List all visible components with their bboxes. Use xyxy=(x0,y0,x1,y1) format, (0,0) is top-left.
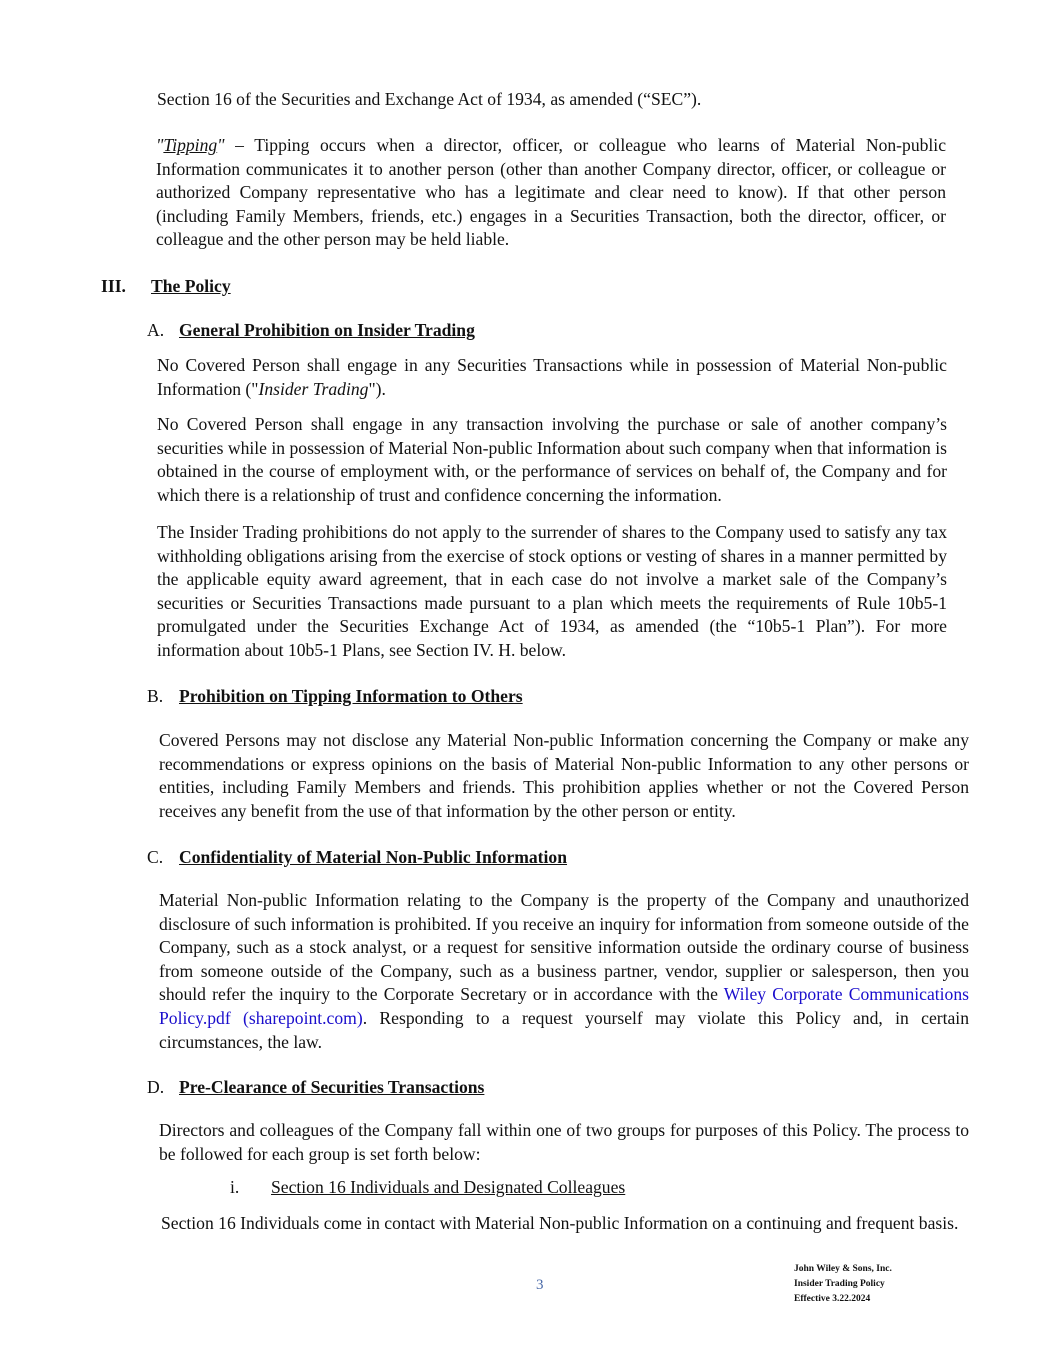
corporate-communications-policy-link[interactable]: Wiley Corporate Communications Policy.pdf (sharepoint.com) xyxy=(159,984,969,1028)
heading-c: Confidentiality of Material Non-Public Information xyxy=(179,847,568,867)
footer-info xyxy=(794,1262,892,1307)
paragraph-a2: No Covered Person shall engage in any transaction involving the purchase or sale of another company’s securities while in possession of Material Non-public Information about such company when that information is obtained in the course of employment with, or the performance of services on behalf of, the Company and for which there is a relationship of trust and confidence concerning the information. xyxy=(157,414,947,505)
paragraph-a3: The Insider Trading prohibitions do not apply to the surrender of shares to the Company used to satisfy any tax withholding obligations arising from the exercise of stock options or vesting of shares in a manner permitted by the applicable equity award agreement, that in each case do not involve a market sale of the Company’s securities or Securities Transactions made pursuant to a plan which meets the requirements of Rule 10b5-1 promulgated under the Securities Exchange Act of 1934, as amended (the “10b5-1 Plan”). For more information about 10b5-1 Plans, see Section IV. H. below. xyxy=(157,522,947,660)
footer-effective-date: Effective 3.22.2024 xyxy=(794,1294,871,1304)
paragraph-d1: Directors and colleagues of the Company fall within one of two groups for purposes of this Policy. The process to be followed for each group is set forth below: xyxy=(159,1120,969,1164)
paragraph-c1: Material Non-public Information relating to the Company is the property of the Company and unauthorized disclosure of such information is prohibited. If you receive an inquiry for information from someone outside of the Company, such as a stock analyst, or a request for sensitive information outside the ordinary course of business from someone outside of the Company, such as a business partner, vendor, supplier or salesperson, then you should refer the inquiry to the Corporate Secretary or in accordance with the Wiley Corporate Communications Policy.pdf (sharepoint.com). Responding to a request yourself may violate this Policy and, in certain circumstances, the law. xyxy=(159,890,969,1052)
heading-a-letter: A. xyxy=(147,320,165,340)
subheading-number: i. xyxy=(230,1177,240,1197)
heading-a: General Prohibition on Insider Trading xyxy=(179,320,475,340)
heading-b: Prohibition on Tipping Information to Others xyxy=(179,686,523,706)
heading-d: Pre-Clearance of Securities Transactions xyxy=(179,1077,485,1097)
heading-b-letter: B. xyxy=(147,686,164,706)
heading-c-letter: C. xyxy=(147,847,164,867)
tipping-term: Tipping xyxy=(163,135,218,155)
footer-document: Insider Trading Policy xyxy=(794,1279,885,1289)
heading-d-letter: D. xyxy=(147,1077,165,1097)
tipping-definition: "Tipping" – Tipping occurs when a director, officer, or colleague who learns of Material Non-public Information communicates it to another person (other than another Company director, officer, or colleague or authorized Company representative who has a legitimate and clear need to know). If that other person (including Family Members, friends, etc.) engages in a Securities Transaction, both the director, officer, or colleague and the other person may be held liable. xyxy=(156,135,946,250)
paragraph-d2: Section 16 Individuals come in contact with Material Non-public Information on a continuing and frequent basis. xyxy=(161,1213,959,1233)
section-number: III. xyxy=(101,276,126,296)
section-title: The Policy xyxy=(151,276,231,296)
page-number: 3 xyxy=(536,1277,544,1293)
footer-company: John Wiley & Sons, Inc. xyxy=(794,1264,892,1274)
intro-text: Section 16 of the Securities and Exchange Act of 1934, as amended (“SEC”). xyxy=(157,89,702,109)
subheading-title: Section 16 Individuals and Designated Colleagues xyxy=(271,1177,626,1197)
paragraph-b1: Covered Persons may not disclose any Material Non-public Information concerning the Company or make any recommendations or express opinions on the basis of Material Non-public Information to any other persons or entities, including Family Members and friends. This prohibition applies whether or not the Covered Person receives any benefit from the use of that information by the other person or entity. xyxy=(159,730,969,821)
paragraph-a1: No Covered Person shall engage in any Securities Transactions while in possession of Material Non-public Information ("Insider Trading"). xyxy=(157,355,947,399)
